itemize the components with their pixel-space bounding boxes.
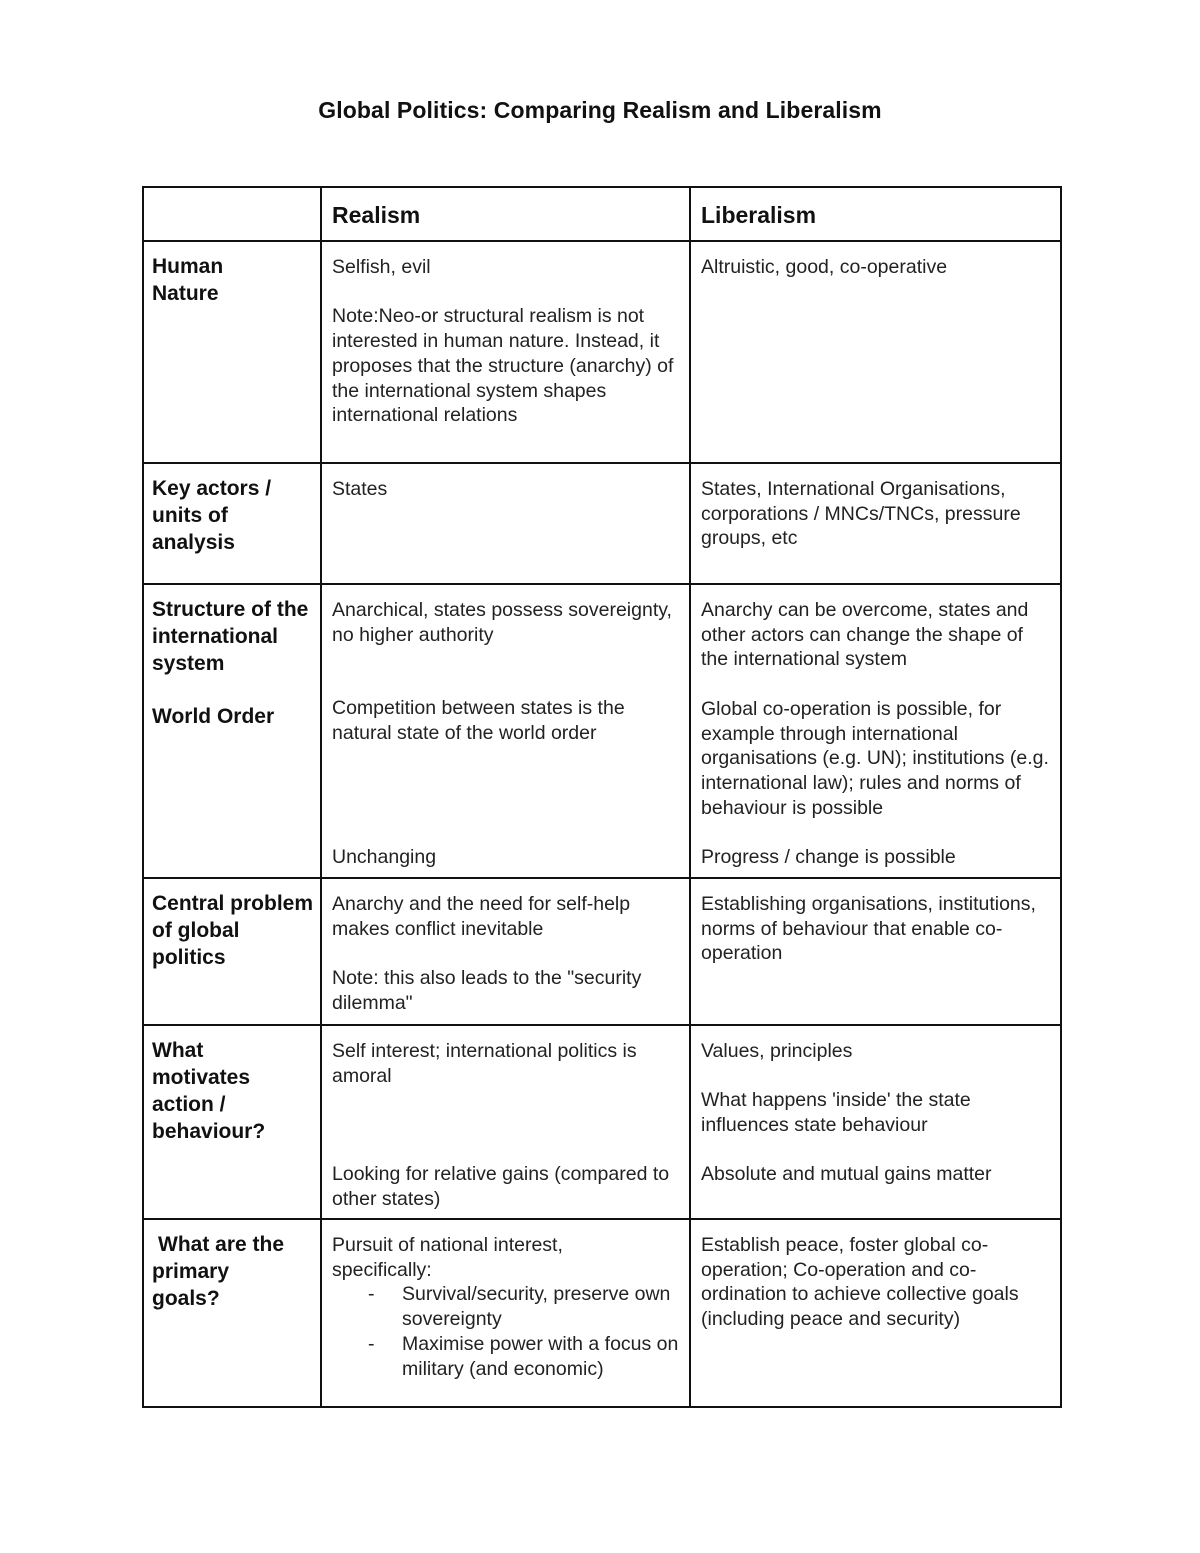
row-label-human-nature: Human Nature [143, 241, 321, 463]
liberalism-cell [690, 878, 1061, 1025]
comparison-table [142, 186, 1062, 1408]
cell-text: Values, principles [701, 1040, 853, 1062]
cell-text: States, International Organisations, corporations / MNCs/TNCs, pressure groups, etc [701, 478, 1021, 550]
dash-list [332, 1282, 681, 1381]
table-row [143, 1219, 1061, 1407]
liberalism-cell [690, 1025, 1061, 1219]
cell-text: Altruistic, good, co-operative [701, 256, 948, 278]
table-header-row [143, 187, 1061, 241]
row-label-key-actors: Key actors / units of analysis [143, 463, 321, 584]
realism-cell [321, 463, 690, 584]
corner-cell [143, 187, 321, 241]
cell-text: Establishing organisations, institutions, norms of behaviour that enable co-operation [701, 893, 1036, 965]
cell-text: Anarchy can be overcome, states and other actors can change the shape of the international system [701, 599, 1029, 671]
row-label-primary-goals: What are the primary goals? [143, 1219, 321, 1407]
row-label-central-problem: Central problem of global politics [143, 878, 321, 1025]
list-item: - Maximise power with a focus on military (and economic) [402, 1332, 681, 1381]
cell-text: Anarchical, states possess sovereignty, no higher authority [332, 599, 672, 646]
label-text: Structure of the international system [152, 598, 309, 675]
cell-text: Progress / change is possible [701, 846, 956, 868]
realism-cell [321, 878, 690, 1025]
realism-header: Realism [321, 187, 690, 241]
cell-text: Note: this also leads to the "security dilemma" [332, 967, 642, 1014]
document-title: Global Politics: Comparing Realism and Liberalism [318, 97, 882, 123]
liberalism-cell [690, 463, 1061, 584]
table-row [143, 241, 1061, 463]
table-row [143, 463, 1061, 584]
table-row [143, 878, 1061, 1025]
realism-cell [321, 1025, 690, 1219]
liberalism-cell [690, 241, 1061, 463]
cell-text: Global co-operation is possible, for example through international organisations (e.g. UN); institutions (e.g. international law); rules and norms of behaviour is possible [701, 697, 1049, 819]
row-label-structure [143, 584, 321, 878]
label-text-world-order: World Order [152, 705, 275, 728]
row-label-motivation: What motivates action / behaviour? [143, 1025, 321, 1219]
cell-text: States [332, 478, 388, 500]
cell-text: Looking for relative gains (compared to other states) [332, 1163, 670, 1211]
cell-text: Unchanging [332, 845, 437, 868]
cell-text: Pursuit of national interest, specifically: [332, 1234, 563, 1281]
cell-text: Selfish, evil [332, 256, 431, 278]
cell-text: What happens 'inside' the state influences state behaviour [701, 1089, 971, 1137]
cell-text: Self interest; international politics is amoral [332, 1040, 637, 1087]
liberalism-cell [690, 1219, 1061, 1407]
realism-cell [321, 1219, 690, 1407]
cell-text: Anarchy and the need for self-help makes conflict inevitable [332, 893, 631, 940]
realism-cell [321, 241, 690, 463]
liberalism-header: Liberalism [690, 187, 1061, 241]
cell-text: Establish peace, foster global co-operation; Co-operation and co-ordination to achieve collective goals (including peace and security) [701, 1234, 1019, 1331]
table-row [143, 584, 1061, 878]
list-item: - Survival/security, preserve own sovereignty [402, 1282, 681, 1331]
cell-text: Absolute and mutual gains matter [701, 1163, 992, 1186]
realism-cell [321, 584, 690, 878]
cell-text: Competition between states is the natural state of the world order [332, 697, 625, 745]
liberalism-cell [690, 584, 1061, 878]
cell-text: Note:Neo-or structural realism is not interested in human nature. Instead, it proposes that the structure (anarchy) of the international system shapes international relations [332, 305, 674, 427]
table-row [143, 1025, 1061, 1219]
